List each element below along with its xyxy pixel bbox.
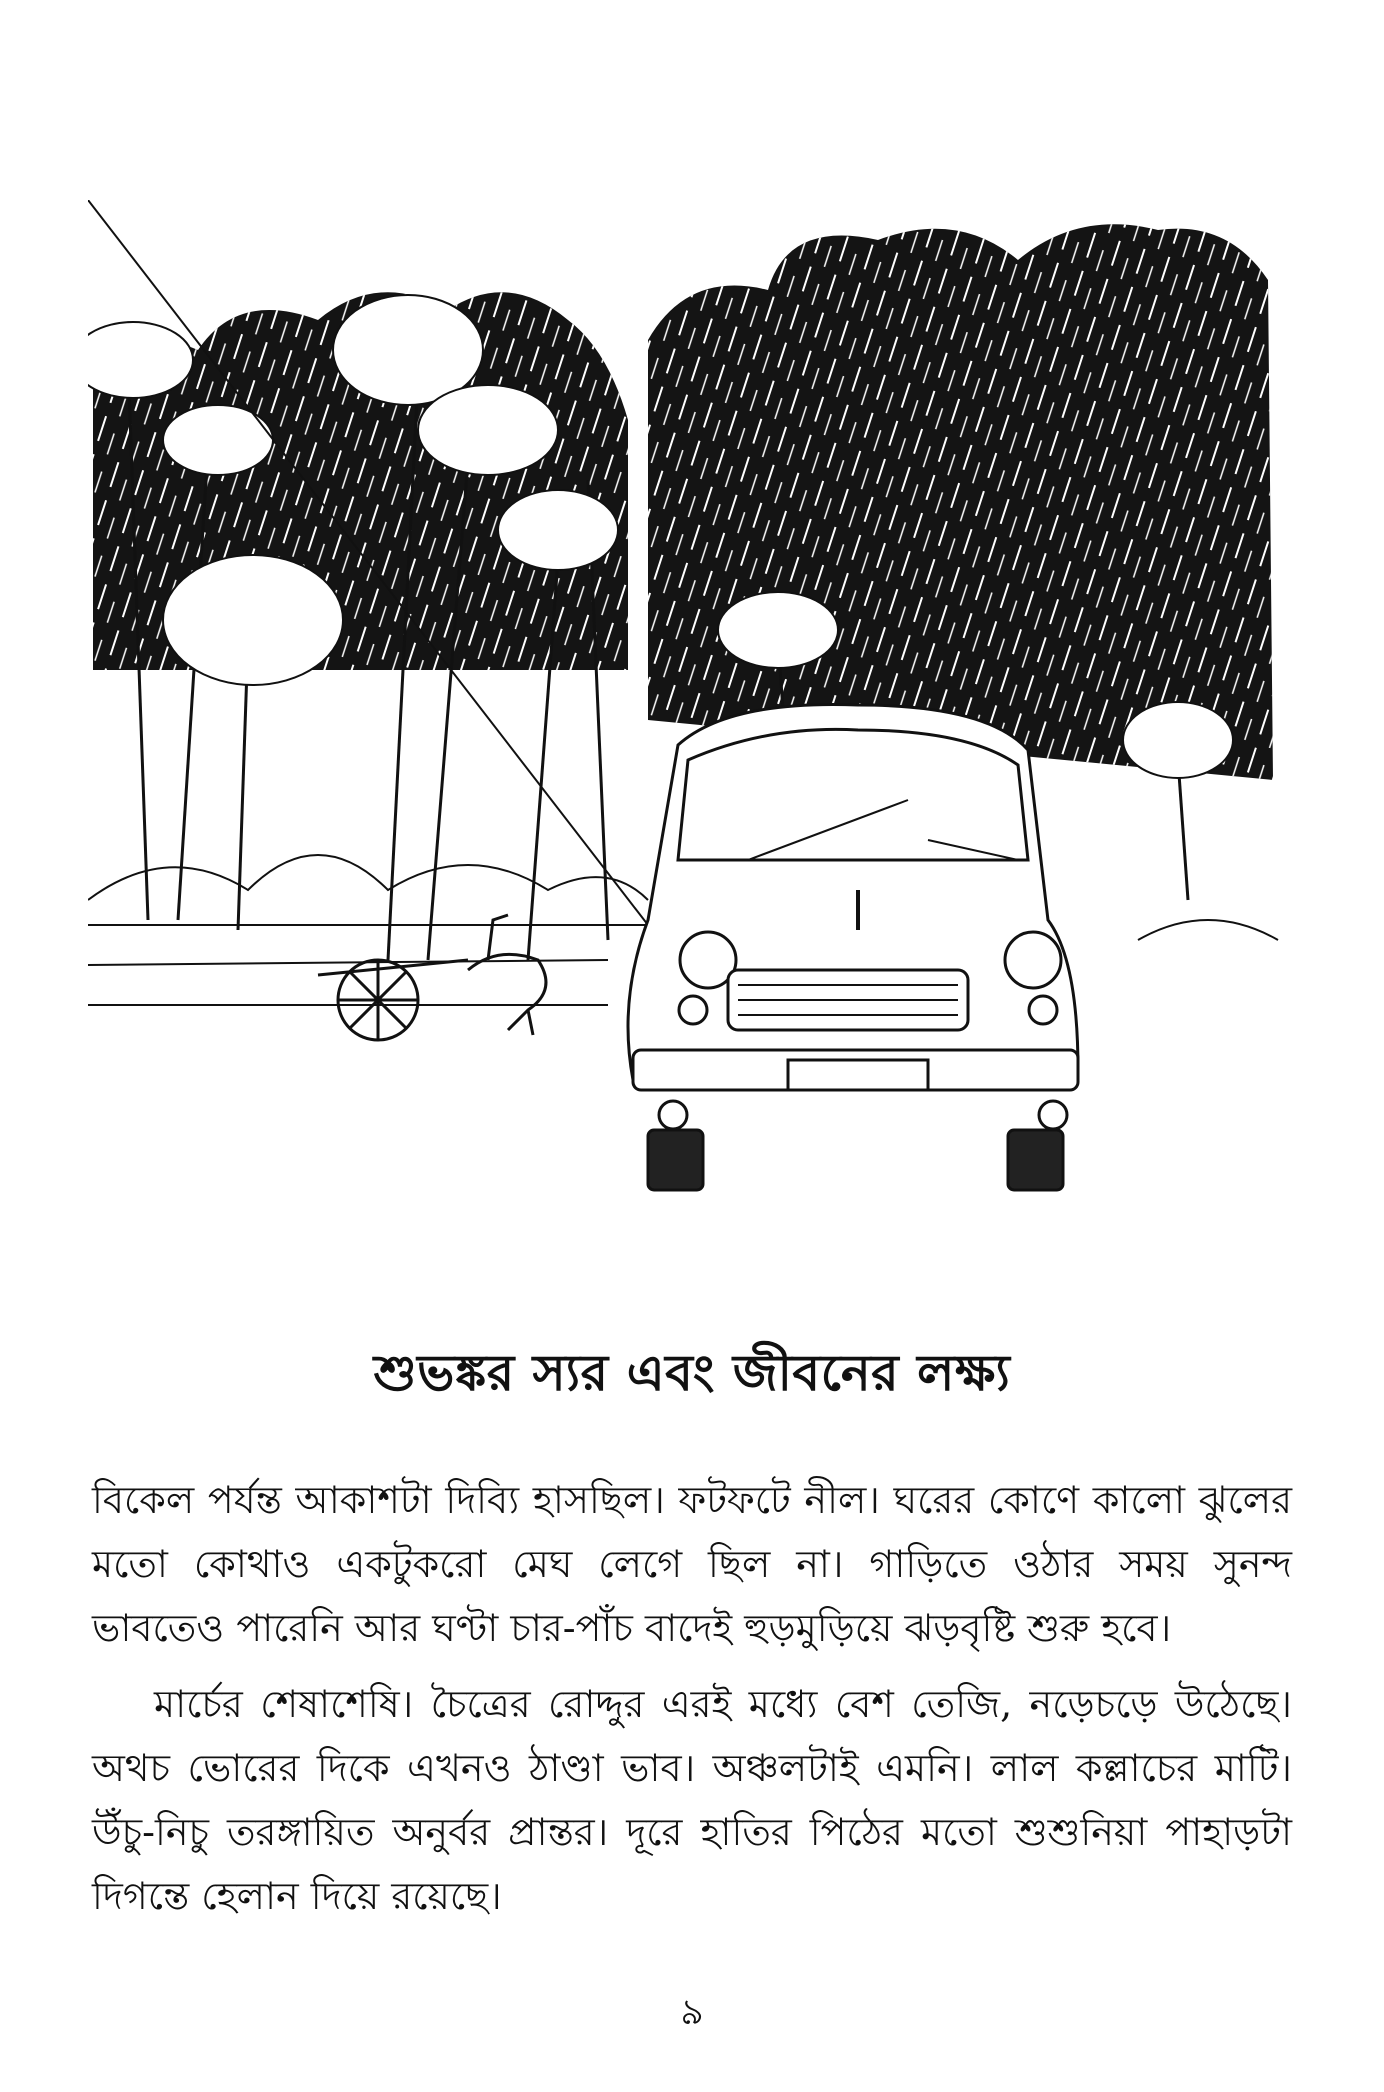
chapter-body [92,1468,1292,1940]
paragraph-2: মার্চের শেষাশেষি। চৈত্রের রোদ্দুর এরই মধ্যে বেশ তেজি, নড়েচড়ে উঠেছে। অথচ ভোরের দিকে এখনও ঠাণ্ডা ভাব। অঞ্চলটাই এমনি। লাল কল্লাচের মাটি। উঁচু-নিচু তরঙ্গায়িত অনুর্বর প্রান্তর। দূরে হাতির পিঠের মতো শুশুনিয়া পাহাড়টা দিগন্তে হেলান দিয়ে রয়েছে। [92,1682,1292,1918]
paragraph-1: বিকেল পর্যন্ত আকাশটা দিব্যি হাসছিল। ফটফটে নীল। ঘরের কোণে কালো ঝুলের মতো কোথাও একটুকরো মেঘ লেগে ছিল না। গাড়িতে ওঠার সময় সুনন্দ ভাবতেও পারেনি আর ঘণ্টা চার-পাঁচ বাদেই হুড়মুড়িয়ে ঝড়বৃষ্টি শুরু হবে। [92,1478,1292,1650]
chapter-title: শুভঙ্কর স্যর এবং জীবনের লক্ষ্য [373,1343,1011,1402]
illustration-car-in-rainstorm [88,200,1298,1220]
bullock-cart [318,915,546,1040]
illustration-drawing [88,200,1298,1220]
page-number: ৯ [680,1992,704,2033]
storm-clouds [93,224,1273,780]
car [628,705,1078,1191]
